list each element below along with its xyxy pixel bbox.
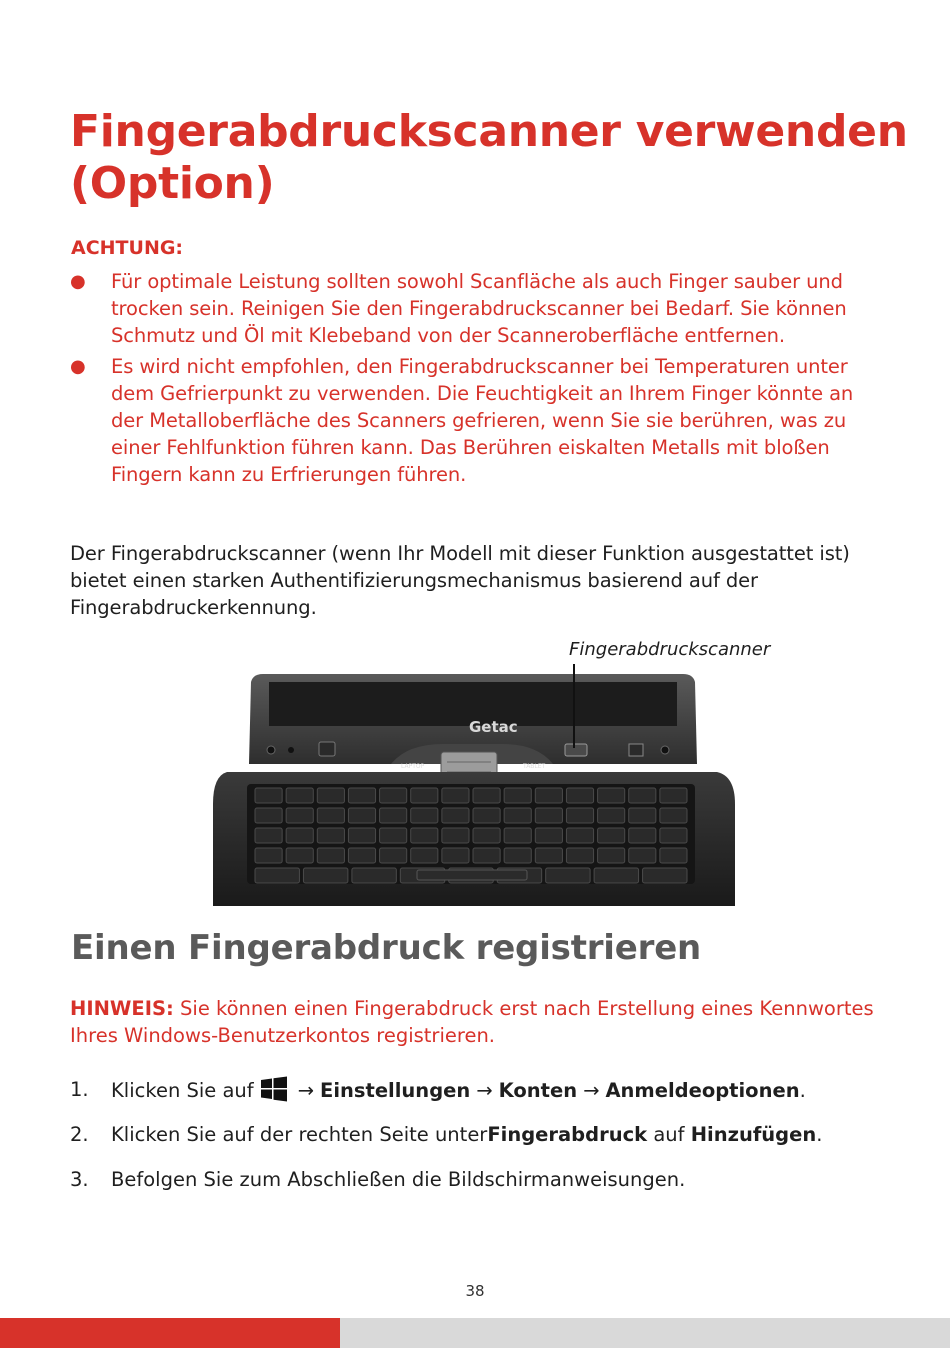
keyboard-key <box>660 808 687 823</box>
step-accounts: Konten <box>498 1079 578 1102</box>
keyboard-key <box>594 868 638 883</box>
step-fingerprint: Fingerabdruck <box>487 1123 648 1146</box>
keyboard-key <box>286 808 313 823</box>
step-text: Befolgen Sie zum Abschließen die Bildschirmanweisungen. <box>111 1168 686 1191</box>
step-number: 3. <box>70 1168 89 1191</box>
keyboard-key <box>535 828 562 843</box>
keyboard-key <box>442 848 469 863</box>
keyboard-key <box>255 828 282 843</box>
keyboard-key <box>411 828 438 843</box>
keyboard-key <box>286 828 313 843</box>
keyboard-key <box>380 788 407 803</box>
intro-paragraph: Der Fingerabdruckscanner (wenn Ihr Modell mit dieser Funktion ausgestattet ist) bietet einen starken Authentifizierungsmechanismus basierend auf der Fingerabdruckerkennung. <box>70 542 850 619</box>
keyboard-key <box>535 788 562 803</box>
keyboard-key <box>504 808 531 823</box>
bullet-icon: ● <box>70 356 86 377</box>
keyboard-key <box>660 788 687 803</box>
keyboard-key <box>348 788 375 803</box>
keyboard-key <box>380 828 407 843</box>
keyboard-key <box>535 808 562 823</box>
caution-item-text: Für optimale Leistung sollten sowohl Scanfläche als auch Finger sauber und trocken sein. Reinigen Sie den Fingerabdruckscanner bei Bedarf. Sie können Schmutz und Öl mit Klebeband von der Scanneroberfläche entfernen. <box>111 270 847 347</box>
page-title: Fingerabdruckscanner verwenden (Option) <box>70 106 908 209</box>
keyboard-key <box>629 828 656 843</box>
keyboard-key <box>255 848 282 863</box>
keyboard-key <box>317 848 344 863</box>
keyboard-key <box>380 848 407 863</box>
keyboard-key <box>473 828 500 843</box>
section-title: Einen Fingerabdruck registrieren <box>71 928 702 968</box>
figure-callout-label: Fingerabdruckscanner <box>569 639 771 660</box>
keyboard-key <box>566 808 593 823</box>
step-item <box>70 1121 910 1166</box>
keyboard-key <box>411 788 438 803</box>
keyboard-key <box>473 788 500 803</box>
step-settings: Einstellungen <box>320 1079 471 1102</box>
keyboard-key <box>566 828 593 843</box>
keyboard-key <box>504 828 531 843</box>
keyboard-key <box>598 828 625 843</box>
keyboard-key <box>317 788 344 803</box>
keyboard-key <box>473 848 500 863</box>
keyboard-key <box>442 828 469 843</box>
caution-label: ACHTUNG: <box>71 237 184 259</box>
step-signin-options: Anmeldeoptionen <box>605 1079 800 1102</box>
keyboard-key <box>598 808 625 823</box>
keyboard-key <box>566 848 593 863</box>
keyboard-key <box>660 828 687 843</box>
keyboard-key <box>348 828 375 843</box>
keyboard-key <box>504 788 531 803</box>
keyboard-key <box>303 868 347 883</box>
note-text: Sie können einen Fingerabdruck erst nach Erstellung eines Kennwortes Ihres Windows-Benutzerkontos registrieren. <box>70 997 874 1047</box>
keyboard-key <box>566 788 593 803</box>
brand-logo: Getac <box>469 718 518 736</box>
caution-item-text: Es wird nicht empfohlen, den Fingerabdruckscanner bei Temperaturen unter dem Gefrierpunkt zu verwenden. Die Feuchtigkeit an Ihrem Finger könnte an der Metalloberfläche des Scanners gefrieren, wenn Sie sie berühren, was zu einer Fehlfunktion führen kann. Das Berühren eiskalten Metalls mit bloßen Fingern kann zu Erfrierungen führen. <box>111 355 854 486</box>
keyboard-key <box>629 788 656 803</box>
keyboard-key <box>546 868 590 883</box>
tablet-mode-label: TABLET <box>523 763 546 770</box>
caution-item <box>70 353 890 488</box>
step-item <box>70 1166 910 1211</box>
keyboard-key <box>380 808 407 823</box>
caution-list <box>70 268 890 492</box>
keyboard-key <box>286 788 313 803</box>
step-add: Hinzufügen <box>690 1123 817 1146</box>
keyboard-key <box>411 808 438 823</box>
keyboard-key <box>473 808 500 823</box>
keyboard-key <box>535 848 562 863</box>
keyboard-key <box>286 848 313 863</box>
step-end: . <box>816 1123 823 1146</box>
step-text <box>111 1121 822 1149</box>
arrow-icon: → <box>583 1079 600 1102</box>
keyboard-key <box>348 808 375 823</box>
keyboard-key <box>598 788 625 803</box>
keyboard-key <box>255 788 282 803</box>
page-number: 38 <box>465 1282 485 1300</box>
step-prefix: Klicken Sie auf <box>111 1079 254 1102</box>
keyboard-key <box>442 808 469 823</box>
keyboard-key <box>317 828 344 843</box>
keyboard-key <box>317 808 344 823</box>
note-paragraph <box>70 995 890 1049</box>
laptop-mode-label: LAPTOP <box>401 763 425 770</box>
step-number: 1. <box>70 1078 89 1101</box>
keyboard-key <box>255 808 282 823</box>
laptop-keyboard-image <box>207 664 740 906</box>
keyboard-key <box>442 788 469 803</box>
footer-accent-bar <box>0 1318 340 1348</box>
keyboard-key <box>504 848 531 863</box>
keyboard-key <box>255 868 299 883</box>
steps-list <box>70 1076 910 1211</box>
caution-item <box>70 268 890 349</box>
step-number: 2. <box>70 1123 89 1146</box>
keyboard-key <box>598 848 625 863</box>
step-text <box>111 1076 806 1105</box>
callout-line <box>573 664 575 748</box>
keyboard-key <box>629 848 656 863</box>
footer-grey-bar <box>340 1318 950 1348</box>
note-label: HINWEIS: <box>70 997 174 1020</box>
keyboard-key <box>660 848 687 863</box>
fingerprint-scanner-icon <box>565 744 587 756</box>
arrow-icon: → <box>297 1079 315 1102</box>
keyboard-key <box>352 868 396 883</box>
windows-icon <box>260 1076 288 1102</box>
bullet-icon: ● <box>70 271 86 292</box>
step-prefix: Klicken Sie auf der rechten Seite unter <box>111 1123 488 1146</box>
arrow-icon: → <box>476 1079 493 1102</box>
step-mid: auf <box>647 1123 691 1146</box>
keyboard-key <box>348 848 375 863</box>
step-end: . <box>799 1079 806 1102</box>
keyboard-key <box>629 808 656 823</box>
keyboard-key <box>643 868 687 883</box>
step-item <box>70 1076 910 1121</box>
keyboard-key <box>411 848 438 863</box>
